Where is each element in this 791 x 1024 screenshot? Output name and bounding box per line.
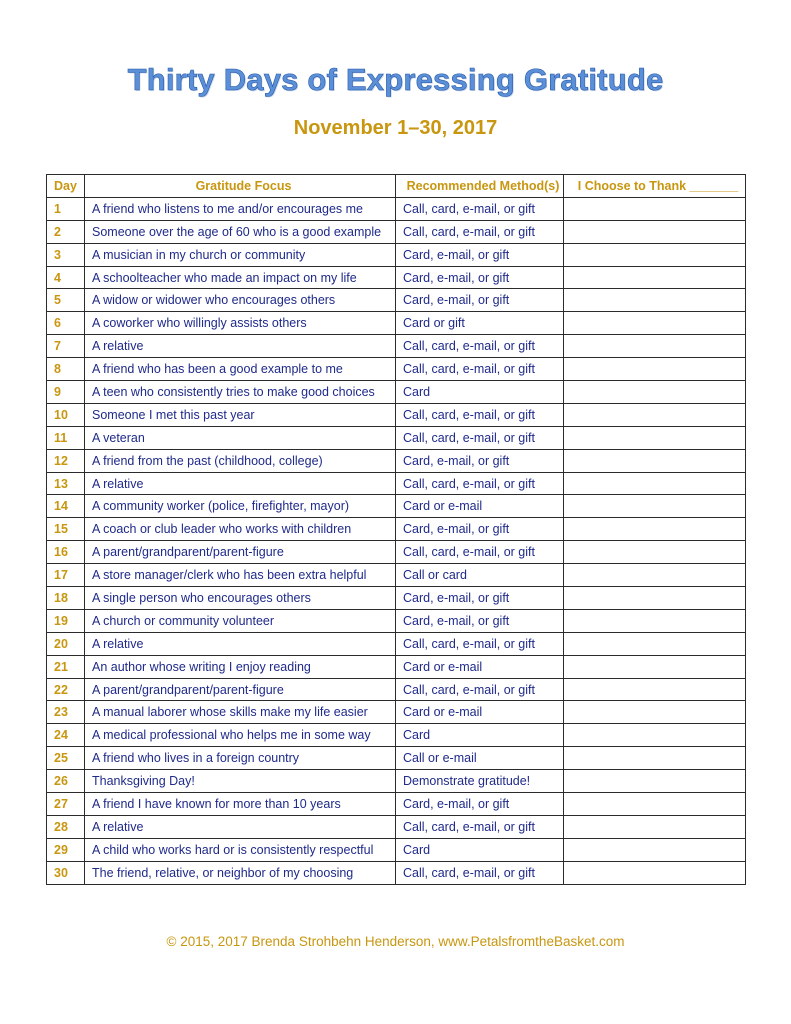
recommended-method-cell: Card, e-mail, or gift xyxy=(396,449,564,472)
day-number-cell: 6 xyxy=(47,312,85,335)
gratitude-focus-cell: A relative xyxy=(85,472,396,495)
recommended-method-cell: Call, card, e-mail, or gift xyxy=(396,426,564,449)
thank-entry-cell[interactable] xyxy=(564,632,746,655)
header-day: Day xyxy=(47,175,85,198)
day-number-cell: 17 xyxy=(47,564,85,587)
gratitude-focus-cell: A teen who consistently tries to make good choices xyxy=(85,381,396,404)
thank-entry-cell[interactable] xyxy=(564,724,746,747)
gratitude-focus-cell: Thanksgiving Day! xyxy=(85,770,396,793)
gratitude-focus-cell: Someone I met this past year xyxy=(85,403,396,426)
day-number-cell: 21 xyxy=(47,655,85,678)
table-row xyxy=(47,335,746,358)
recommended-method-cell: Card, e-mail, or gift xyxy=(396,587,564,610)
table-row xyxy=(47,358,746,381)
table-row xyxy=(47,838,746,861)
thank-entry-cell[interactable] xyxy=(564,564,746,587)
table-row xyxy=(47,289,746,312)
table-row xyxy=(47,266,746,289)
day-number-cell: 4 xyxy=(47,266,85,289)
gratitude-focus-cell: A parent/grandparent/parent-figure xyxy=(85,678,396,701)
table-row xyxy=(47,609,746,632)
day-number-cell: 28 xyxy=(47,815,85,838)
thank-entry-cell[interactable] xyxy=(564,381,746,404)
day-number-cell: 8 xyxy=(47,358,85,381)
day-number-cell: 26 xyxy=(47,770,85,793)
table-row xyxy=(47,197,746,220)
recommended-method-cell: Call, card, e-mail, or gift xyxy=(396,541,564,564)
day-number-cell: 10 xyxy=(47,403,85,426)
recommended-method-cell: Call, card, e-mail, or gift xyxy=(396,815,564,838)
header-recommended-methods: Recommended Method(s) xyxy=(396,175,564,198)
gratitude-focus-cell: A friend who listens to me and/or encourages me xyxy=(85,197,396,220)
recommended-method-cell: Card xyxy=(396,838,564,861)
thank-entry-cell[interactable] xyxy=(564,197,746,220)
day-number-cell: 5 xyxy=(47,289,85,312)
day-number-cell: 22 xyxy=(47,678,85,701)
table-row xyxy=(47,724,746,747)
thank-entry-cell[interactable] xyxy=(564,815,746,838)
day-number-cell: 29 xyxy=(47,838,85,861)
gratitude-focus-cell: A child who works hard or is consistently respectful xyxy=(85,838,396,861)
page-title: Thirty Days of Expressing Gratitude xyxy=(127,62,664,97)
thank-entry-cell[interactable] xyxy=(564,587,746,610)
thank-entry-cell[interactable] xyxy=(564,335,746,358)
gratitude-focus-cell: A single person who encourages others xyxy=(85,587,396,610)
table-row xyxy=(47,312,746,335)
gratitude-focus-cell: A musician in my church or community xyxy=(85,243,396,266)
thank-entry-cell[interactable] xyxy=(564,861,746,884)
gratitude-focus-cell: A coach or club leader who works with children xyxy=(85,518,396,541)
gratitude-table xyxy=(46,174,746,885)
thank-entry-cell[interactable] xyxy=(564,838,746,861)
recommended-method-cell: Call or card xyxy=(396,564,564,587)
thank-entry-cell[interactable] xyxy=(564,793,746,816)
gratitude-focus-cell: A community worker (police, firefighter, mayor) xyxy=(85,495,396,518)
gratitude-focus-cell: A relative xyxy=(85,632,396,655)
thank-entry-cell[interactable] xyxy=(564,289,746,312)
table-row xyxy=(47,220,746,243)
recommended-method-cell: Card, e-mail, or gift xyxy=(396,266,564,289)
recommended-method-cell: Card, e-mail, or gift xyxy=(396,289,564,312)
day-number-cell: 25 xyxy=(47,747,85,770)
table-row xyxy=(47,678,746,701)
recommended-method-cell: Card xyxy=(396,381,564,404)
day-number-cell: 3 xyxy=(47,243,85,266)
recommended-method-cell: Call, card, e-mail, or gift xyxy=(396,335,564,358)
gratitude-focus-cell: A relative xyxy=(85,335,396,358)
thank-entry-cell[interactable] xyxy=(564,770,746,793)
recommended-method-cell: Card or gift xyxy=(396,312,564,335)
header-gratitude-focus: Gratitude Focus xyxy=(85,175,396,198)
gratitude-focus-cell: An author whose writing I enjoy reading xyxy=(85,655,396,678)
thank-entry-cell[interactable] xyxy=(564,449,746,472)
recommended-method-cell: Call, card, e-mail, or gift xyxy=(396,678,564,701)
day-number-cell: 24 xyxy=(47,724,85,747)
thank-entry-cell[interactable] xyxy=(564,678,746,701)
gratitude-focus-cell: A medical professional who helps me in some way xyxy=(85,724,396,747)
day-number-cell: 14 xyxy=(47,495,85,518)
table-row xyxy=(47,815,746,838)
recommended-method-cell: Card, e-mail, or gift xyxy=(396,518,564,541)
recommended-method-cell: Card or e-mail xyxy=(396,701,564,724)
table-row xyxy=(47,861,746,884)
table-row xyxy=(47,770,746,793)
table-header-row xyxy=(47,175,746,198)
thank-entry-cell[interactable] xyxy=(564,655,746,678)
day-number-cell: 30 xyxy=(47,861,85,884)
day-number-cell: 16 xyxy=(47,541,85,564)
gratitude-focus-cell: A friend who lives in a foreign country xyxy=(85,747,396,770)
recommended-method-cell: Card, e-mail, or gift xyxy=(396,243,564,266)
table-body xyxy=(47,197,746,884)
header-i-choose-to-thank: I Choose to Thank _______ xyxy=(564,175,746,198)
table-row xyxy=(47,243,746,266)
page-subtitle: November 1–30, 2017 xyxy=(293,117,498,139)
gratitude-focus-cell: A church or community volunteer xyxy=(85,609,396,632)
recommended-method-cell: Card or e-mail xyxy=(396,655,564,678)
table-row xyxy=(47,541,746,564)
recommended-method-cell: Call, card, e-mail, or gift xyxy=(396,358,564,381)
thank-entry-cell[interactable] xyxy=(564,495,746,518)
day-number-cell: 9 xyxy=(47,381,85,404)
day-number-cell: 19 xyxy=(47,609,85,632)
copyright-footer: © 2015, 2017 Brenda Strohbehn Henderson, www.PetalsfromtheBasket.com xyxy=(166,934,625,949)
gratitude-focus-cell: The friend, relative, or neighbor of my choosing xyxy=(85,861,396,884)
gratitude-focus-cell: A friend who has been a good example to me xyxy=(85,358,396,381)
gratitude-focus-cell: Someone over the age of 60 who is a good example xyxy=(85,220,396,243)
gratitude-focus-cell: A veteran xyxy=(85,426,396,449)
thank-entry-cell[interactable] xyxy=(564,403,746,426)
gratitude-focus-cell: A friend from the past (childhood, college) xyxy=(85,449,396,472)
recommended-method-cell: Demonstrate gratitude! xyxy=(396,770,564,793)
day-number-cell: 27 xyxy=(47,793,85,816)
recommended-method-cell: Card, e-mail, or gift xyxy=(396,793,564,816)
table-row xyxy=(47,381,746,404)
day-number-cell: 23 xyxy=(47,701,85,724)
recommended-method-cell: Call, card, e-mail, or gift xyxy=(396,220,564,243)
recommended-method-cell: Card, e-mail, or gift xyxy=(396,609,564,632)
thank-entry-cell[interactable] xyxy=(564,358,746,381)
gratitude-focus-cell: A friend I have known for more than 10 years xyxy=(85,793,396,816)
table-row xyxy=(47,472,746,495)
thank-entry-cell[interactable] xyxy=(564,609,746,632)
table-row xyxy=(47,426,746,449)
thank-entry-cell[interactable] xyxy=(564,518,746,541)
table-row xyxy=(47,564,746,587)
recommended-method-cell: Call or e-mail xyxy=(396,747,564,770)
day-number-cell: 2 xyxy=(47,220,85,243)
thank-entry-cell[interactable] xyxy=(564,472,746,495)
table-row xyxy=(47,403,746,426)
thank-entry-cell[interactable] xyxy=(564,747,746,770)
day-number-cell: 12 xyxy=(47,449,85,472)
table-row xyxy=(47,793,746,816)
gratitude-focus-cell: A parent/grandparent/parent-figure xyxy=(85,541,396,564)
thank-entry-cell[interactable] xyxy=(564,426,746,449)
thank-entry-cell[interactable] xyxy=(564,220,746,243)
gratitude-focus-cell: A widow or widower who encourages others xyxy=(85,289,396,312)
day-number-cell: 7 xyxy=(47,335,85,358)
table-row xyxy=(47,518,746,541)
recommended-method-cell: Call, card, e-mail, or gift xyxy=(396,472,564,495)
gratitude-focus-cell: A schoolteacher who made an impact on my life xyxy=(85,266,396,289)
table-row xyxy=(47,632,746,655)
gratitude-focus-cell: A relative xyxy=(85,815,396,838)
recommended-method-cell: Call, card, e-mail, or gift xyxy=(396,861,564,884)
thank-entry-cell[interactable] xyxy=(564,243,746,266)
gratitude-focus-cell: A manual laborer whose skills make my life easier xyxy=(85,701,396,724)
recommended-method-cell: Call, card, e-mail, or gift xyxy=(396,403,564,426)
thank-entry-cell[interactable] xyxy=(564,541,746,564)
table-row xyxy=(47,587,746,610)
day-number-cell: 18 xyxy=(47,587,85,610)
table-row xyxy=(47,747,746,770)
recommended-method-cell: Call, card, e-mail, or gift xyxy=(396,197,564,220)
gratitude-focus-cell: A coworker who willingly assists others xyxy=(85,312,396,335)
recommended-method-cell: Card xyxy=(396,724,564,747)
table-row xyxy=(47,449,746,472)
table-row xyxy=(47,701,746,724)
thank-entry-cell[interactable] xyxy=(564,701,746,724)
table-row xyxy=(47,655,746,678)
day-number-cell: 15 xyxy=(47,518,85,541)
recommended-method-cell: Call, card, e-mail, or gift xyxy=(396,632,564,655)
thank-entry-cell[interactable] xyxy=(564,312,746,335)
day-number-cell: 11 xyxy=(47,426,85,449)
gratitude-focus-cell: A store manager/clerk who has been extra helpful xyxy=(85,564,396,587)
thank-entry-cell[interactable] xyxy=(564,266,746,289)
table-row xyxy=(47,495,746,518)
day-number-cell: 13 xyxy=(47,472,85,495)
recommended-method-cell: Card or e-mail xyxy=(396,495,564,518)
day-number-cell: 20 xyxy=(47,632,85,655)
day-number-cell: 1 xyxy=(47,197,85,220)
